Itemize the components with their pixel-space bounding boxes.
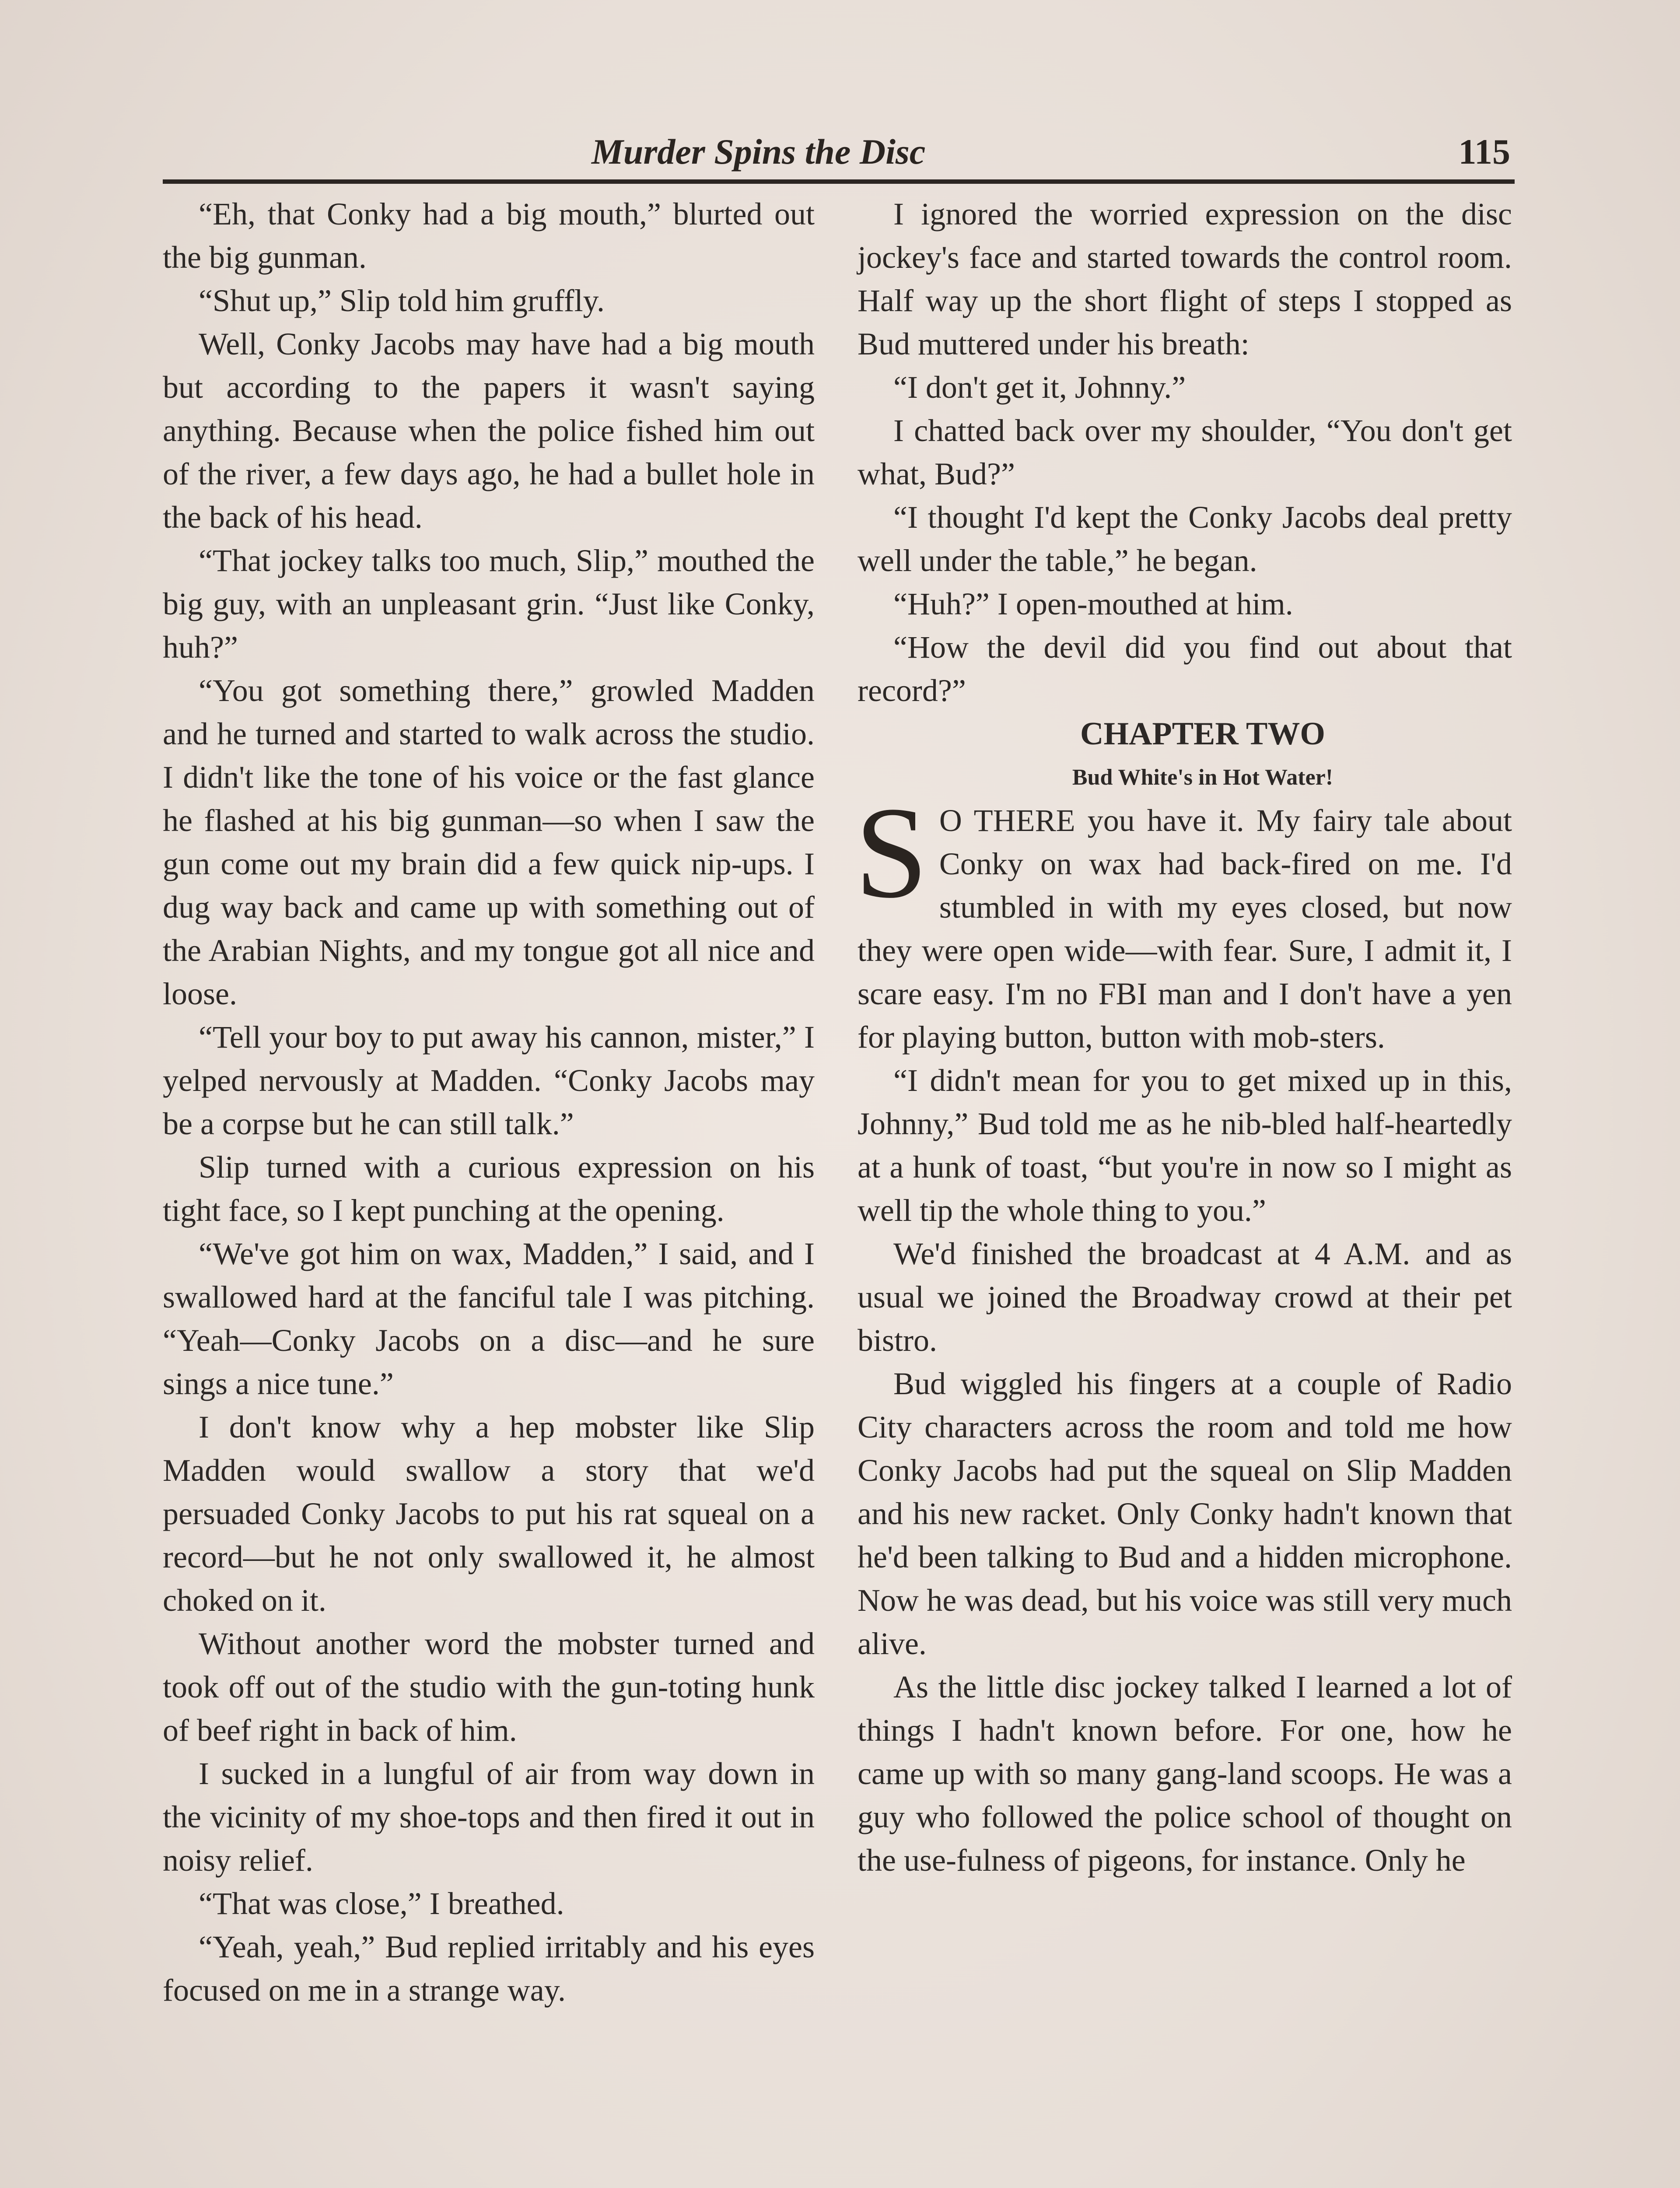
paragraph: “You got something there,” growled Madden and he turned and started to walk across the studio. I didn't like the tone of his voice or the fast glance he flashed at his big gunman—so when I saw the gun come out my brain did a few quick nip-ups. I dug way back and came up with something out of the Arabian Nights, and my tongue got all nice and loose. (163, 673, 815, 1011)
paragraph: I don't know why a hep mobster like Slip Madden would swallow a story that we'd persuaded Conky Jacobs to put his rat squeal on a record—but he not only swallowed it, he almost choked on it. (163, 1410, 815, 1618)
paragraph: Slip turned with a curious expression on his tight face, so I kept punching at the opening. (163, 1150, 815, 1228)
right-column (855, 193, 1512, 1882)
paragraph: “How the devil did you find out about that record?” (858, 630, 1512, 708)
paragraph: “Shut up,” Slip told him gruffly. (199, 283, 605, 318)
paragraph: “Yeah, yeah,” Bud replied irritably and his eyes focused on me in a strange way. (163, 1929, 815, 2008)
paragraph: I chatted back over my shoulder, “You don't get what, Bud?” (858, 413, 1512, 491)
page-header (163, 131, 1515, 184)
paragraph: I ignored the worried expression on the disc jockey's face and started towards the control room. Half way up the short flight of steps I stopped as Bud muttered under his breath: (858, 196, 1512, 361)
running-title: Murder Spins the Disc (592, 132, 926, 172)
paragraph: We'd finished the broadcast at 4 A.M. and as usual we joined the Broadway crowd at their pet bistro. (858, 1236, 1512, 1358)
paragraph: Bud wiggled his fingers at a couple of Radio City characters across the room and told me how Conky Jacobs had put the squeal on Slip Madden and his new racket. Only Conky hadn't known that he'd been talking to Bud and a hidden microphone. Now he was dead, but his voice was still very much alive. (858, 1366, 1512, 1661)
dropcap-paragraph (855, 780, 1512, 1059)
paragraph: “I thought I'd kept the Conky Jacobs deal pretty well under the table,” he began. (858, 500, 1512, 578)
paragraph: “I didn't mean for you to get mixed up in this, Johnny,” Bud told me as he nib-bled half-heartedly at a hunk of toast, “but you're in now so I might as well tip the whole thing to you.” (858, 1063, 1512, 1228)
paragraph: I sucked in a lungful of air from way down in the vicinity of my shoe-tops and then fired it out in noisy relief. (163, 1756, 815, 1878)
paragraph: Well, Conky Jacobs may have had a big mouth but according to the papers it wasn't saying anything. Because when the police fished him out of the river, a few days ago, he had a bullet hole in the back of his head. (163, 326, 815, 535)
chapter-heading: CHAPTER TWO (1080, 716, 1325, 752)
dropcap-paragraph-text: O THERE you have it. My fairy tale about Conky on wax had back-fired on me. I'd stumbled in with my eyes closed, but now they were open wide—with fear. Sure, I admit it, I scare easy. I'm no FBI man and I don't have a yen for playing button, button with mob-sters. (858, 803, 1512, 1055)
paragraph: “That jockey talks too much, Slip,” mouthed the big guy, with an unpleasant grin. “Just like Conky, huh?” (163, 543, 815, 665)
paragraph: Without another word the mobster turned and took off out of the studio with the gun-toting hunk of beef right in back of him. (163, 1626, 815, 1748)
paragraph: “Eh, that Conky had a big mouth,” blurted out the big gunman. (163, 196, 815, 275)
page-number: 115 (1458, 132, 1510, 172)
left-column (163, 193, 815, 2012)
paragraph: “Huh?” I open-mouthed at him. (893, 586, 1293, 621)
paragraph: “We've got him on wax, Madden,” I said, and I swallowed hard at the fanciful tale I was pitching. “Yeah—Conky Jacobs on a disc—and he sure sings a nice tune.” (163, 1236, 815, 1401)
paragraph: “Tell your boy to put away his cannon, mister,” I yelped nervously at Madden. “Conky Jacobs may be a corpse but he can still talk.” (163, 1020, 815, 1141)
drop-cap-letter: S (855, 780, 928, 925)
paragraph: “I don't get it, Johnny.” (893, 370, 1186, 405)
paragraph: “That was close,” I breathed. (199, 1886, 564, 1921)
chapter-subtitle: Bud White's in Hot Water! (1072, 765, 1334, 790)
paragraph: As the little disc jockey talked I learned a lot of things I hadn't known before. For one, how he came up with so many gang-land scoops. He was a guy who followed the police school of thought on the use-fulness of pigeons, for instance. Only he (858, 1669, 1512, 1878)
